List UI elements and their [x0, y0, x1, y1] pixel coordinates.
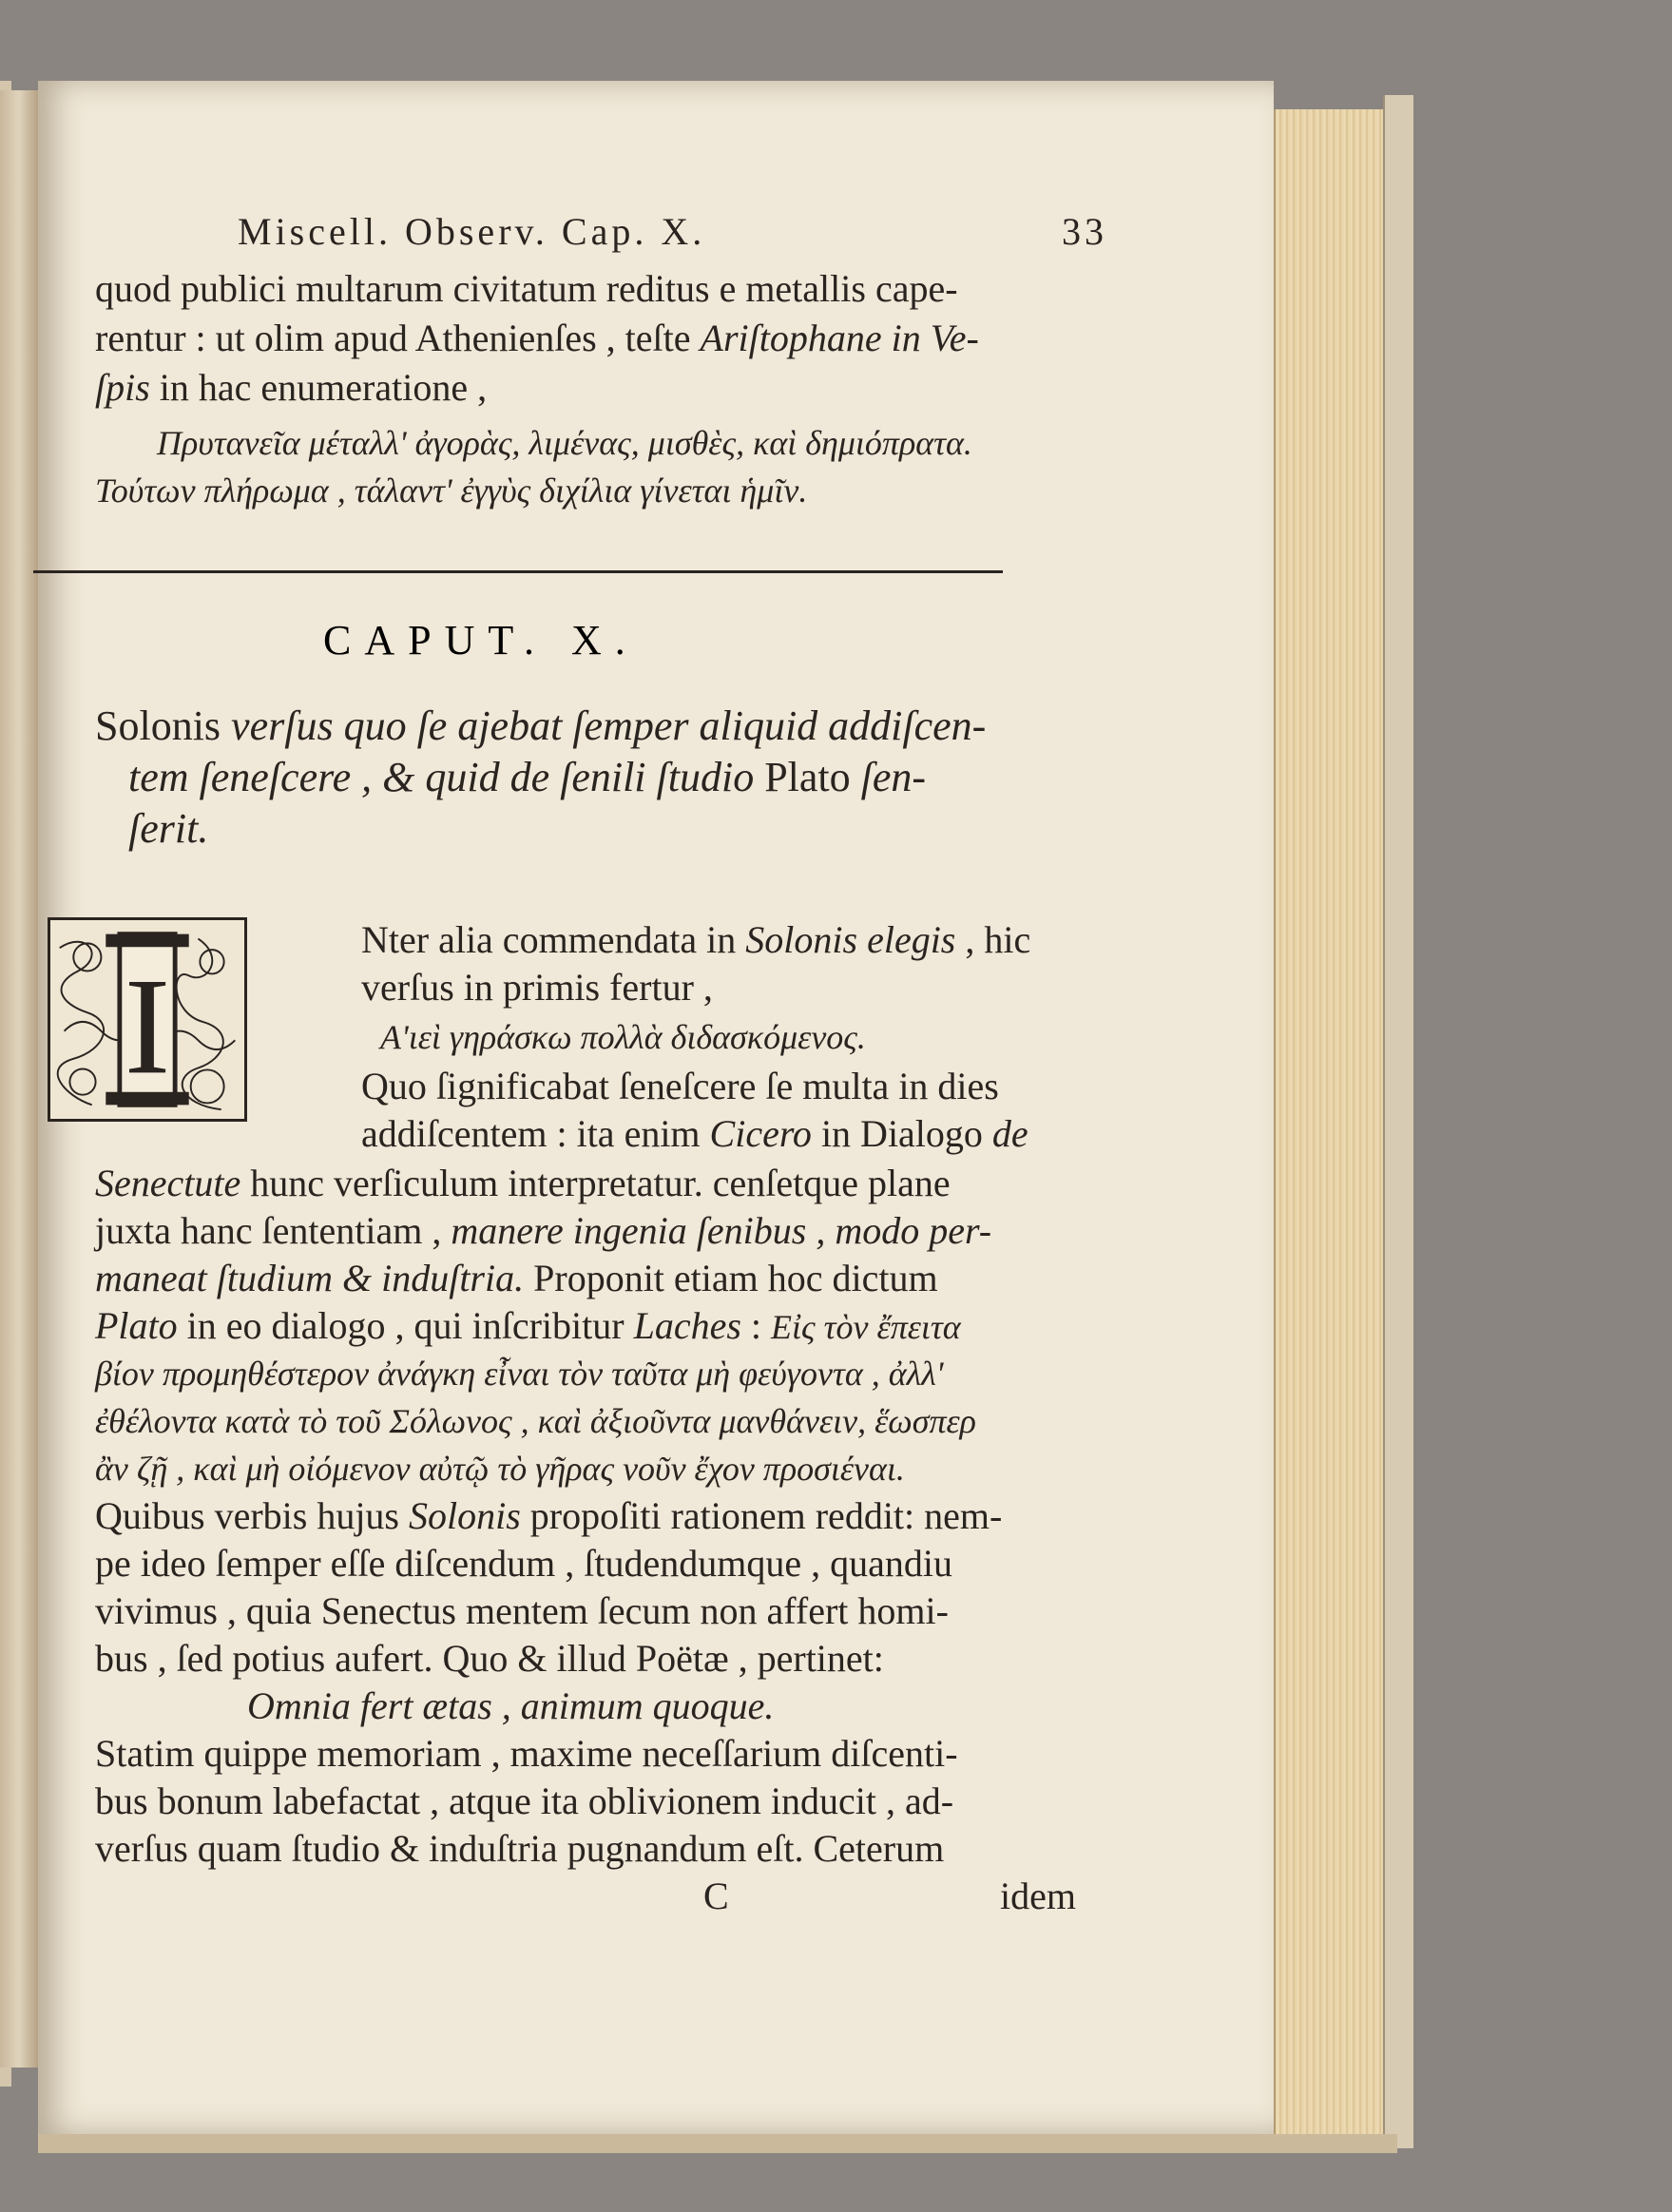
- catchword: idem: [1000, 1875, 1076, 1917]
- body-line: Quo ſignificabat ſeneſcere ſe multa in dies: [361, 1065, 999, 1107]
- page-number: 33: [1062, 210, 1107, 253]
- body-line: Plato in eo dialogo , qui inſcribitur Laches : Εἰς τὸν ἔπειτα: [95, 1304, 961, 1347]
- body-line: bus bonum labefactat , atque ita oblivionem inducit , ad-: [95, 1779, 954, 1822]
- summary-line: ſerit.: [128, 805, 209, 852]
- greek-verse-line: Πρυτανεῖα μέταλλ' ἀγορὰς, λιμένας, μισθὲς, καὶ δημιόπρατα.: [157, 424, 972, 462]
- body-line: maneat ſtudium & induſtria. Proponit etiam hoc dictum: [95, 1257, 938, 1299]
- body-line: verſus quam ſtudio & induſtria pugnandum eſt. Ceterum: [95, 1827, 945, 1870]
- body-line: juxta hanc ſententiam , manere ingenia ſenibus , modo per-: [95, 1209, 992, 1252]
- decorated-initial-art: [50, 920, 244, 1119]
- body-line: addiſcentem : ita enim Cicero in Dialogo de: [361, 1112, 1028, 1155]
- book-cover-edge: [1383, 95, 1413, 2148]
- binding-bottom-edge: [38, 2134, 1397, 2153]
- page-block-edges: [1274, 109, 1390, 2134]
- running-head-title: Miscell. Observ. Cap. X.: [238, 210, 706, 253]
- quotation-line: Omnia fert ætas , animum quoque.: [247, 1684, 775, 1727]
- chapter-heading: CAPUT. X.: [323, 617, 639, 664]
- summary-line: Solonis verſus quo ſe ajebat ſemper aliquid addiſcen-: [95, 702, 987, 749]
- body-line: Nter alia commendata in Solonis elegis , hic: [361, 918, 1031, 961]
- body-line: bus , ſed potius aufert. Quo & illud Poëtæ , pertinet:: [95, 1637, 884, 1680]
- section-rule: [33, 570, 1003, 573]
- body-line: verſus in primis fertur ,: [361, 966, 713, 1009]
- running-head: [238, 209, 1107, 254]
- summary-line: tem ſeneſcere , & quid de ſenili ſtudio Plato ſen-: [128, 754, 927, 800]
- body-greek-line: βίον προμηθέστερον ἀνάγκη εἶναι τὸν ταῦτα μὴ φεύγοντα , ἀλλ': [95, 1355, 944, 1393]
- body-line: pe ideo ſemper eſſe diſcendum , ſtudendumque , quandiu: [95, 1542, 952, 1585]
- body-greek-line: Α'ιεὶ γηράσκω πολλὰ διδασκόμενος.: [380, 1018, 866, 1056]
- greek-verse-line: Τούτων πλήρωμα , τάλαντ' ἐγγὺς διχίλια γίνεται ἡμῖν.: [95, 471, 808, 510]
- initial-letter: I: [124, 949, 171, 1104]
- signature-mark: C: [703, 1875, 729, 1917]
- decorated-initial: [48, 917, 247, 1122]
- body-line: Quibus verbis hujus Solonis propoſiti rationem reddit: nem-: [95, 1494, 1003, 1537]
- text-line: ſpis in hac enumeratione ,: [95, 366, 488, 409]
- body-greek-line: ἂν ζῇ , καὶ μὴ οἰόμενον αὐτῷ τὸ γῆρας νοῦν ἔχον προσιέναι.: [95, 1450, 905, 1488]
- text-line: quod publici multarum civitatum reditus e metallis cape-: [95, 267, 958, 310]
- body-line: Senectute hunc verſiculum interpretatur. cenſetque plane: [95, 1162, 951, 1204]
- left-page-edge: [0, 90, 40, 2068]
- body-line: vivimus , quia Senectus mentem ſecum non affert homi-: [95, 1589, 949, 1632]
- body-greek-line: ἐθέλοντα κατὰ τὸ τοῦ Σόλωνος , καὶ ἀξιοῦντα μανθάνειν, ἕωσπερ: [95, 1402, 976, 1440]
- text-line: rentur : ut olim apud Athenienſes , teſte Ariſtophane in Ve-: [95, 317, 979, 359]
- body-line: Statim quippe memoriam , maxime neceſſarium diſcenti-: [95, 1732, 958, 1775]
